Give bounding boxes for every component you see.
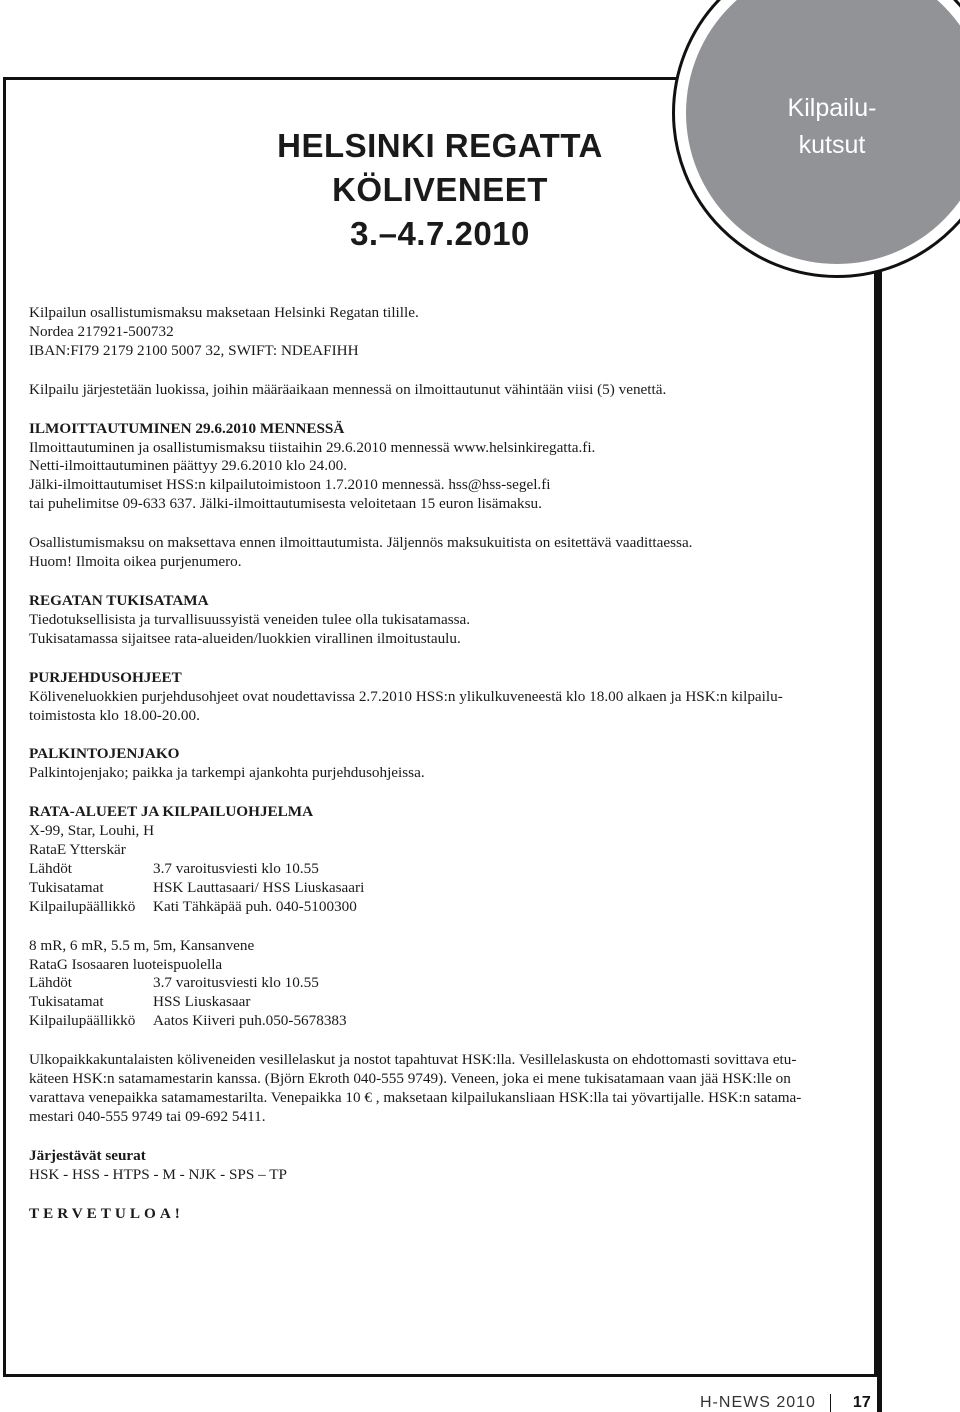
registration-line: tai puhelimitse 09-633 637. Jälki-ilmoittautumisesta veloitetaan 15 euron lisämaksu. (29, 495, 542, 513)
title-line3: 3.–4.7.2010 (350, 215, 530, 252)
fee-account: Nordea 217921-500732 (29, 322, 174, 340)
section-badge-label (752, 90, 912, 164)
support-harbour-line: Tiedotuksellisista ja turvallisuussyistä veneiden tulee olla tukisatamassa. (29, 610, 471, 628)
course-row (29, 898, 861, 917)
payment-note: Osallistumismaksu on maksettava ennen ilmoittautumista. Jäljennös maksukuitista on esitettävä vaadittaessa. (29, 534, 693, 552)
course-row (29, 879, 861, 898)
page-number: 17 (852, 1394, 871, 1412)
fee-iban: IBAN:FI79 2179 2100 5007 32, SWIFT: NDEAFIHH (29, 341, 359, 359)
registration-heading: ILMOITTAUTUMINEN 29.6.2010 MENNESSÄ (29, 419, 345, 437)
course-row (29, 860, 861, 879)
magazine-name: H-NEWS 2010 (700, 1394, 816, 1412)
course-row-value: Kati Tähkäpää puh. 040-5100300 (153, 897, 357, 915)
registration-line: Ilmoittautuminen ja osallistumismaksu tiistaihin 29.6.2010 mennessä www.helsinkiregatta.fi. (29, 438, 596, 456)
page-title (225, 124, 655, 256)
launching-line: käteen HSK:n satamamestarin kanssa. (Björn Ekroth 040-555 9749). Veneen, joka ei mene tukisatamaan vaan jää HSK:lle on (29, 1070, 791, 1088)
section-badge-line1: Kilpailu- (787, 94, 877, 122)
course-row (29, 1012, 861, 1031)
page-footer (700, 1394, 871, 1412)
payment-note-sail-number: Huom! Ilmoita oikea purjenumero. (29, 553, 242, 571)
course-area: RataG Isosaaren luoteispuolella (29, 955, 223, 973)
organizers-heading: Järjestävät seurat (29, 1146, 146, 1164)
course-row-value: HSS Liuskasaar (153, 993, 251, 1011)
welcome-text: TERVETULOA! (29, 1204, 184, 1222)
fee-line: Kilpailun osallistumismaksu maksetaan Helsinki Regatan tilille. (29, 304, 419, 321)
course-row (29, 993, 861, 1012)
page-edge-rule (877, 260, 882, 1412)
course-classes: 8 mR, 6 mR, 5.5 m, 5m, Kansanvene (29, 936, 255, 954)
sailing-instructions-line: Köliveneluokkien purjehdusohjeet ovat noudettavissa 2.7.2010 HSS:n ylikulkuveneestä klo 18.00 alkaen ja HSK:n kilpailu- (29, 687, 783, 705)
title-line1: HELSINKI REGATTA (277, 127, 603, 164)
course-row-value: 3.7 varoitusviesti klo 10.55 (153, 974, 319, 992)
course-row-label: Kilpailupäällikkö (29, 897, 136, 915)
title-line2: KÖLIVENEET (332, 171, 548, 208)
course-row-value: Aatos Kiiveri puh.050-5678383 (153, 1012, 347, 1030)
launching-line: Ulkopaikkakuntalaisten köliveneiden vesillelaskut ja nostot tapahtuvat HSK:lla. Vesillelaskusta on ehdottomasti sovittava etu- (29, 1051, 797, 1069)
section-badge-line2: kutsut (798, 131, 866, 159)
course-row (29, 974, 861, 993)
sailing-instructions-heading: PURJEHDUSOHJEET (29, 668, 182, 686)
course-row-value: HSK Lauttasaari/ HSS Liuskasaari (153, 878, 365, 896)
support-harbour-line: Tukisatamassa sijaitsee rata-alueiden/luokkien virallinen ilmoitustaulu. (29, 629, 461, 647)
footer-divider (830, 1394, 831, 1412)
course-row-label: Tukisatamat (29, 878, 104, 896)
course-row-label: Lähdöt (29, 859, 73, 877)
prizes-line: Palkintojenjako; paikka ja tarkempi ajankohta purjehdusohjeissa. (29, 764, 425, 782)
registration-line: Netti-ilmoittautuminen päättyy 29.6.2010 klo 24.00. (29, 457, 348, 475)
launching-line: mestari 040-555 9749 tai 09-692 5411. (29, 1107, 266, 1125)
course-area: RataE Ytterskär (29, 841, 126, 859)
course-row-label: Lähdöt (29, 974, 73, 992)
support-harbour-heading: REGATAN TUKISATAMA (29, 591, 209, 609)
courses-heading: RATA-ALUEET JA KILPAILUOHJELMA (29, 803, 314, 821)
course-classes: X-99, Star, Louhi, H (29, 822, 155, 840)
course-row-value: 3.7 varoitusviesti klo 10.55 (153, 859, 319, 877)
article-body (29, 304, 861, 1224)
course-row-label: Tukisatamat (29, 993, 104, 1011)
sailing-instructions-line: toimistosta klo 18.00-20.00. (29, 706, 200, 724)
classes-note: Kilpailu järjestetään luokissa, joihin määräaikaan mennessä on ilmoittautunut vähintään viisi (5) venettä. (29, 380, 667, 398)
launching-line: varattava venepaikka satamamestarilta. Venepaikka 10 € , maksetaan kilpailukansliaan HSK:lla tai yövartijalle. HSK:n satama- (29, 1089, 802, 1106)
prizes-heading: PALKINTOJENJAKO (29, 745, 180, 763)
organizers-list: HSK - HSS - HTPS - M - NJK - SPS – TP (29, 1165, 287, 1183)
course-row-label: Kilpailupäällikkö (29, 1012, 136, 1030)
registration-line: Jälki-ilmoittautumiset HSS:n kilpailutoimistoon 1.7.2010 mennessä. hss@hss-segel.fi (29, 476, 551, 494)
